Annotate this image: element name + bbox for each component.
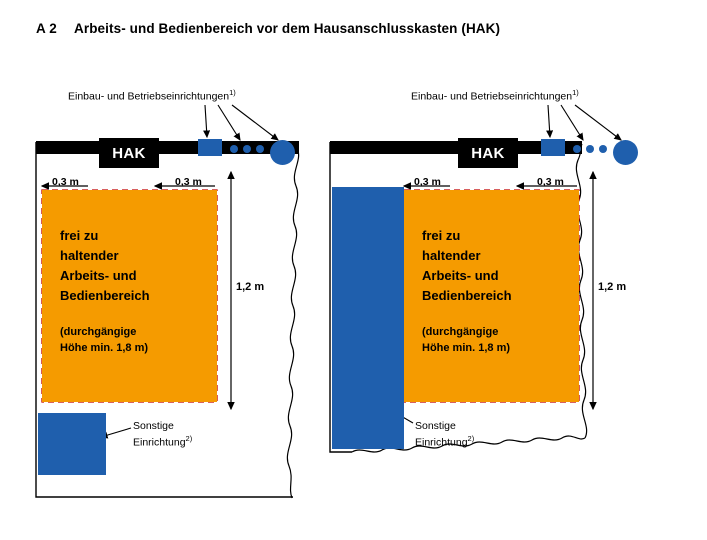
installation-dot-right-1: [573, 145, 581, 153]
free-area-label-left-l1: frei zu: [60, 228, 99, 243]
free-area-label-right-l2: haltender: [422, 248, 481, 264]
installation-circle-right: [613, 140, 638, 165]
installation-dot-right-2: [586, 145, 594, 153]
caption-installations-right-sup: 1): [572, 88, 579, 97]
installation-box-right: [541, 139, 565, 156]
dim-left-03-a: 0,3 m: [52, 176, 79, 188]
installation-dot-left-3: [256, 145, 264, 153]
caption-installations-left-sup: 1): [229, 88, 236, 97]
caption-installations-left: [68, 88, 236, 104]
free-area-label-right-l4: Bedienbereich: [422, 288, 512, 304]
other-installation-label-left: [133, 420, 192, 450]
page-title-number: A 2: [36, 21, 57, 36]
dim-left-12: 1,2 m: [236, 281, 265, 293]
hak-box-left: HAK: [99, 138, 159, 168]
wall-bar-left-a: [36, 141, 99, 154]
installation-circle-left: [270, 140, 295, 165]
free-area-label-right-l3: Arbeits- und: [422, 268, 499, 284]
free-area-label-right-l1: frei zu: [422, 228, 461, 243]
free-area-note-left-l2: Höhe min. 1,8 m): [60, 341, 149, 354]
installation-box-left: [198, 139, 222, 156]
free-area-note-right-l2: Höhe min. 1,8 m): [422, 341, 511, 354]
caption-installations-right: [411, 88, 579, 104]
other-installation-right: [332, 187, 404, 449]
page-title: [36, 21, 500, 36]
dim-right-12: 1,2 m: [598, 281, 627, 293]
hak-box-right: HAK: [458, 138, 518, 168]
dim-right-03-a: 0,3 m: [414, 176, 441, 188]
free-area-note-left: [60, 325, 148, 357]
other-installation-left: [38, 413, 106, 475]
installation-dot-right-3: [599, 145, 607, 153]
other-installation-label-right-l2: Einrichtung$^{2)}$: [415, 433, 475, 449]
free-area-note-left-l1: (durchgängige: [60, 326, 137, 338]
wall-bar-right-a: [330, 141, 458, 154]
free-area-note-right-l1: (durchgängige: [422, 326, 499, 338]
caption-installations-right-text: Einbau- und Betriebseinrichtungen: [411, 90, 573, 103]
caption-installations-left-text: Einbau- und Betriebseinrichtungen: [68, 90, 230, 103]
other-installation-label-left-l2: Einrichtung$^{2)}$: [133, 433, 193, 449]
free-area-label-left-l3: Arbeits- und: [60, 268, 137, 284]
installation-dot-left-2: [243, 145, 251, 153]
other-installation-label-left-l1: Sonstige: [133, 420, 174, 432]
other-installation-label-right: [415, 420, 474, 450]
dim-right-03-b: 0,3 m: [537, 176, 564, 188]
other-installation-label-right-l1: Sonstige: [415, 420, 456, 432]
free-area-label-right: [422, 226, 512, 307]
dim-left-03-b: 0,3 m: [175, 176, 202, 188]
free-area-label-left-l4: Bedienbereich: [60, 288, 150, 304]
free-area-label-left-l2: haltender: [60, 248, 119, 264]
page-title-text: Arbeits- und Bedienbereich vor dem Hausanschlusskasten (HAK): [74, 21, 501, 36]
free-area-label-left: [60, 226, 150, 307]
free-area-note-right: [422, 325, 510, 357]
installation-dot-left-1: [230, 145, 238, 153]
